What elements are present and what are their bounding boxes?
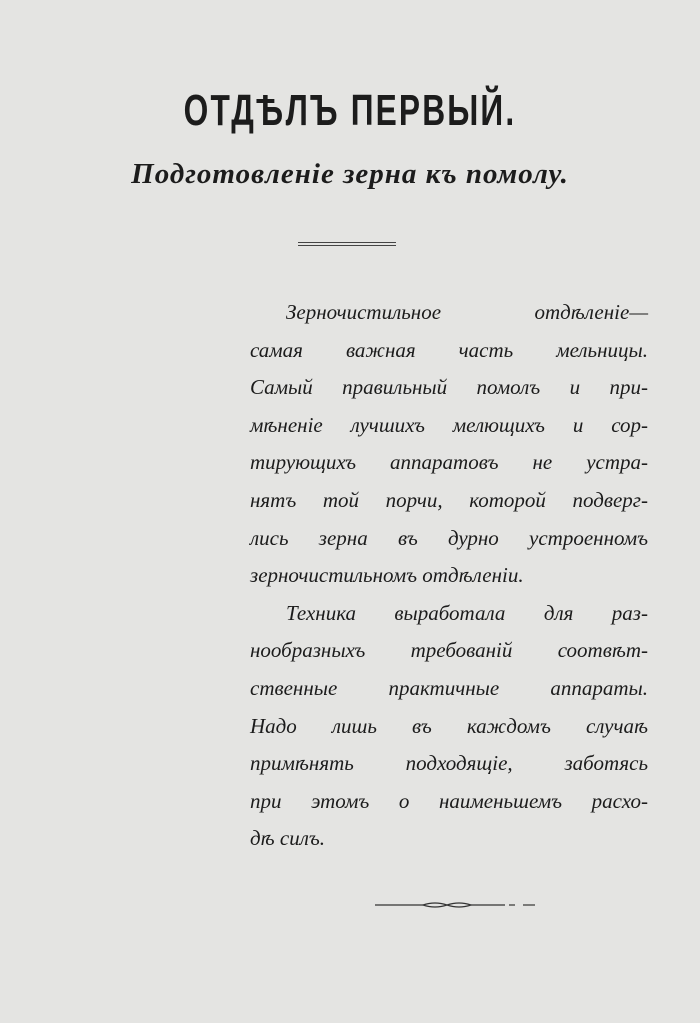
text-line: Самый правильный помолъ и при- — [250, 375, 648, 400]
paragraph-2 — [250, 595, 648, 858]
text-line: дѣ силъ. — [250, 826, 326, 851]
body-text — [250, 294, 648, 858]
text-line: ственные практичные аппараты. — [250, 675, 648, 700]
paragraph-1 — [250, 294, 648, 595]
text-line: тирующихъ аппаратовъ не устра- — [250, 450, 648, 475]
text-line: лись зерна въ дурно устроенномъ — [250, 525, 648, 550]
text-line: при этомъ о наименьшемъ расхо- — [250, 788, 648, 813]
double-rule-divider — [298, 242, 396, 246]
text-line: мѣненіе лучшихъ мелющихъ и сор- — [250, 412, 648, 437]
section-heading: ОТДѢЛЪ ПЕРВЫЙ. — [183, 86, 517, 135]
text-line: Зерночистильное отдѣленіе— — [286, 300, 648, 324]
text-line: нообразныхъ требованій соотвѣт- — [250, 638, 648, 663]
text-line: примѣнять подходящіе, заботясь — [250, 751, 648, 776]
ornamental-divider-icon — [375, 898, 535, 912]
section-subheading: Подготовленіе зерна къ помолу. — [131, 158, 569, 190]
text-line: нятъ той порчи, которой подверг- — [250, 487, 648, 512]
text-line: Техника выработала для раз- — [286, 600, 648, 625]
text-line: Надо лишь въ каждомъ случаѣ — [250, 713, 648, 738]
text-line: зерночистильномъ отдѣленіи. — [250, 563, 524, 588]
text-line: самая важная часть мельницы. — [250, 337, 648, 362]
